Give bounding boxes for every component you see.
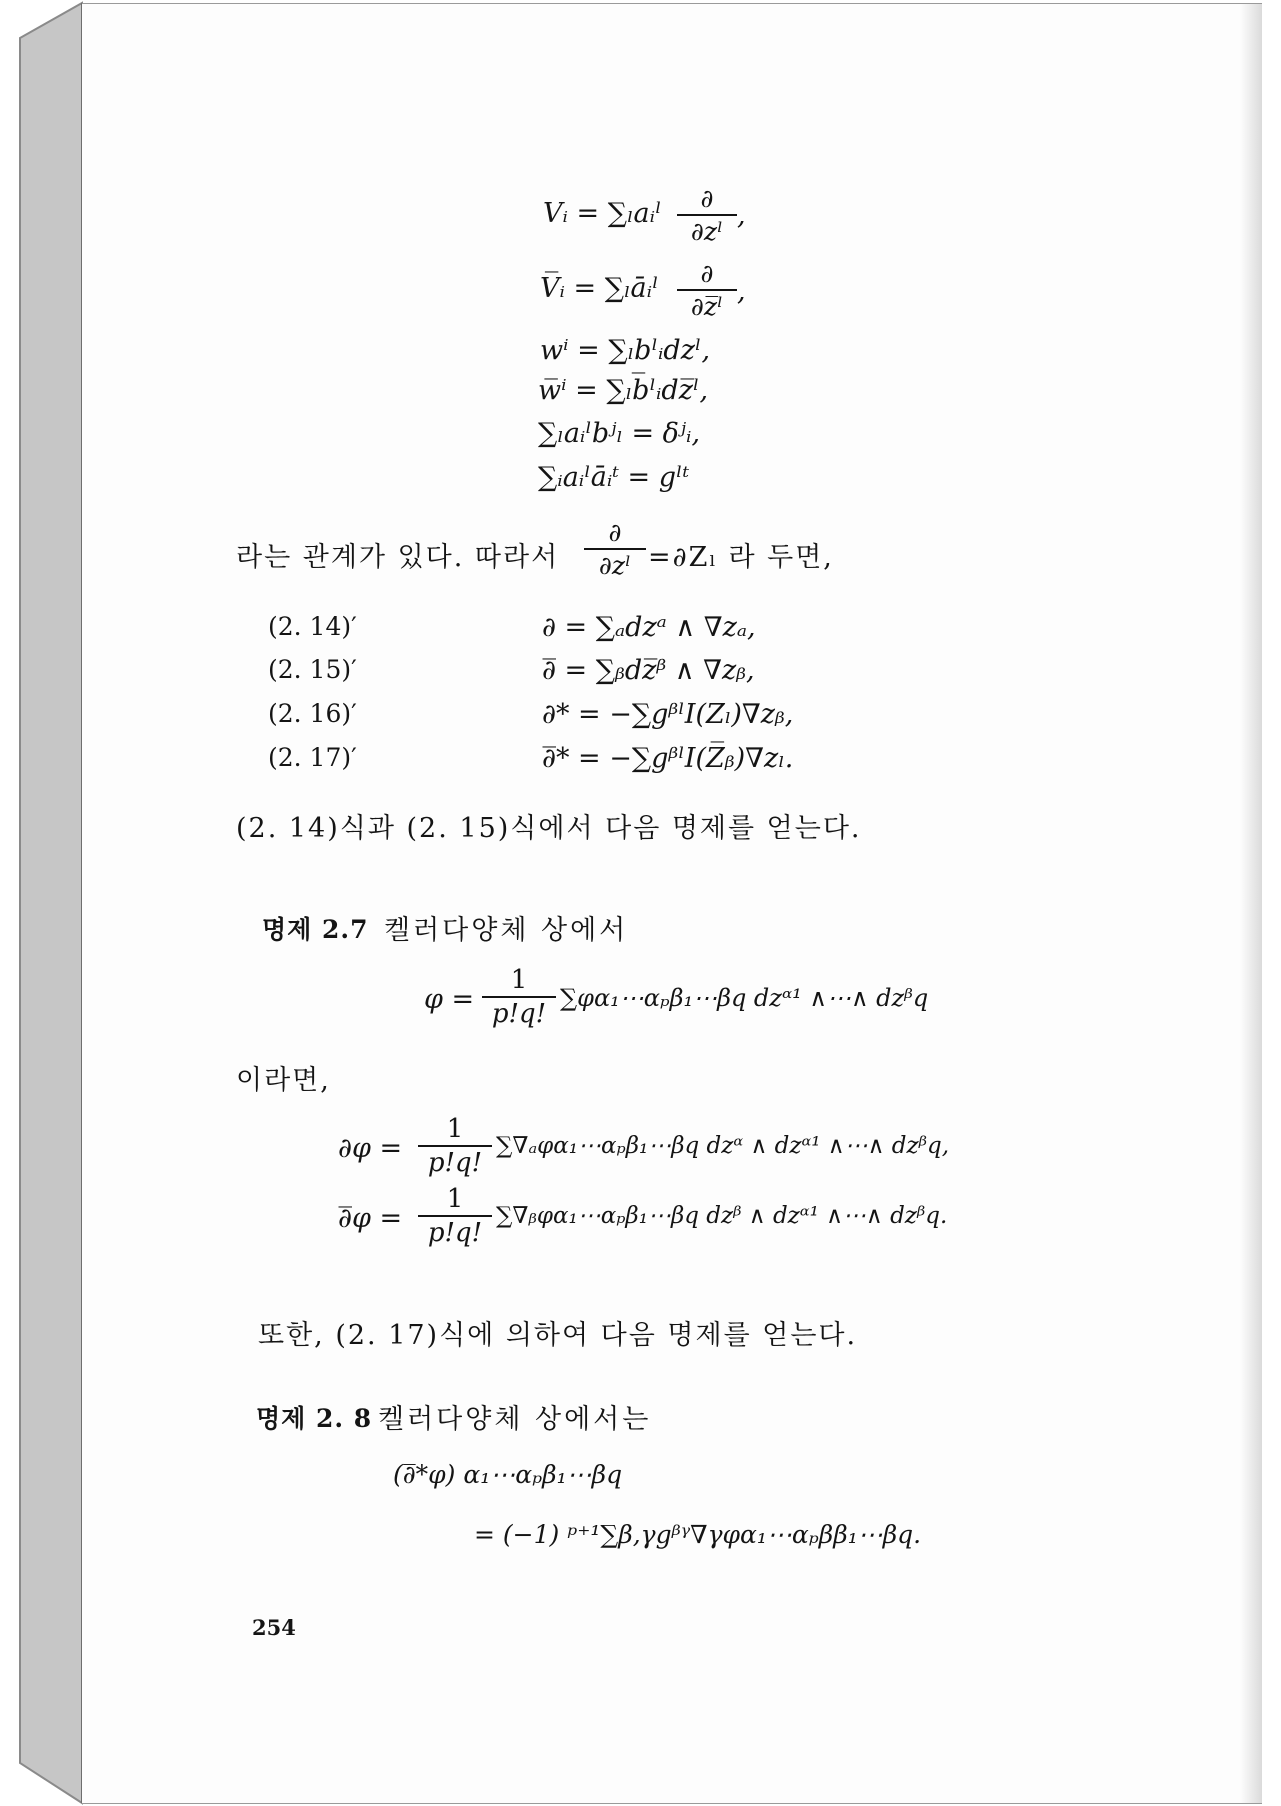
sentence-2: 또한, (2. 17)식에 의하여 다음 명제를 얻는다. [258,1320,858,1351]
equation-v-text: Vᵢ = ∑ₗaᵢˡ [543,198,662,229]
fraction-numerator: 1 [482,965,556,998]
equation-g: ∑ᵢaᵢˡāᵢᵗ = gˡᵗ [538,462,690,493]
prop-2-7-fraction [482,965,556,1029]
equation-w: wⁱ = ∑ₗbˡᵢdzˡ, [540,335,711,366]
fraction-numerator: ∂ [677,259,737,291]
equation-label-2-16: (2. 16)′ [268,699,357,728]
equation-2-17: ∂̅* = −∑gᵝˡI(Z̅ᵦ)∇zₗ. [542,743,794,774]
partial-phi-lhs: ∂φ = [338,1133,403,1164]
relation-fraction [584,518,646,580]
equation-2-16: ∂* = −∑gᵝˡI(Zₗ)∇zᵦ, [542,699,794,730]
partial-phi-rhs: ∑∇ₐφα₁⋯αₚβ₁⋯βq dzᵅ ∧ dzᵅ¹ ∧⋯∧ dzᵝq, [496,1133,950,1159]
equation-2-15: ∂̅ = ∑ᵦdz̅ᵝ ∧ ∇zᵦ, [542,655,755,686]
equation-vbar-tail: , [737,276,746,307]
fraction-denominator: ∂zˡ [690,217,724,246]
fraction-denominator: p!q! [491,999,547,1029]
equation-label-2-17: (2. 17)′ [268,743,357,772]
page-edge-shadow [1240,4,1262,1803]
equation-vbar [540,273,659,304]
equation-vbar-fraction [677,259,737,321]
fraction-denominator: ∂z̅ˡ [690,292,724,321]
prop-2-8-title: 명제 2. 8 [256,1404,373,1433]
sentence-1: (2. 14)식과 (2. 15)식에서 다음 명제를 얻는다. [236,813,862,844]
fraction-denominator: p!q! [427,1148,483,1178]
fraction-numerator: 1 [418,1114,492,1147]
prop-2-8-formula-line2: = (−1) ᵖ⁺¹∑β,γgᵝᵞ∇γφα₁⋯αₚββ₁⋯βq. [474,1520,922,1549]
prop-2-7-title: 명제 2.7 [262,915,369,944]
relation-text-before: 라는 관계가 있다. 따라서 [236,542,560,573]
partial-bar-phi-fraction [418,1184,492,1248]
equation-label-2-15: (2. 15)′ [268,655,357,684]
equation-vbar-text: V̅ᵢ = ∑ₗāᵢˡ [540,273,659,304]
prop-2-7-after: 이라면, [236,1065,331,1096]
partial-phi-fraction [418,1114,492,1178]
fraction-numerator: ∂ [677,184,737,216]
equation-label-2-14: (2. 14)′ [268,612,357,641]
fraction-numerator: ∂ [584,518,646,550]
fraction-denominator: ∂zˡ [598,551,632,580]
equation-delta: ∑ₗaᵢˡbʲₗ = δʲᵢ, [538,418,701,449]
equation-v-fraction [677,184,737,246]
prop-2-7-formula-lhs: φ = [424,984,475,1015]
equation-2-14: ∂ = ∑ₐdzᵃ ∧ ∇zₐ, [542,612,756,643]
prop-2-8-formula-line1: (∂̅*φ) α₁⋯αₚβ₁⋯βq [393,1460,623,1489]
equation-v-tail: , [737,200,746,231]
equation-v [543,198,662,229]
prop-2-7-text: 켈러다양체 상에서 [384,915,629,946]
prop-2-8-text: 켈러다양체 상에서는 [378,1404,652,1435]
partial-bar-phi-rhs: ∑∇ᵦφα₁⋯αₚβ₁⋯βq dzᵝ ∧ dzᵅ¹ ∧⋯∧ dzᵝq. [496,1203,948,1229]
partial-bar-phi-lhs: ∂̅φ = [338,1203,403,1234]
equation-wbar: w̅ⁱ = ∑ₗb̅ˡᵢdz̅ˡ, [538,375,709,406]
page-number: 254 [252,1615,296,1640]
fraction-denominator: p!q! [427,1218,483,1248]
prop-2-7-formula-rhs: ∑φα₁⋯αₚβ₁⋯βq dzᵅ¹ ∧⋯∧ dzᵝq [560,984,929,1012]
fraction-numerator: 1 [418,1184,492,1217]
relation-text-after: =∂Zₗ 라 두면, [648,542,834,573]
